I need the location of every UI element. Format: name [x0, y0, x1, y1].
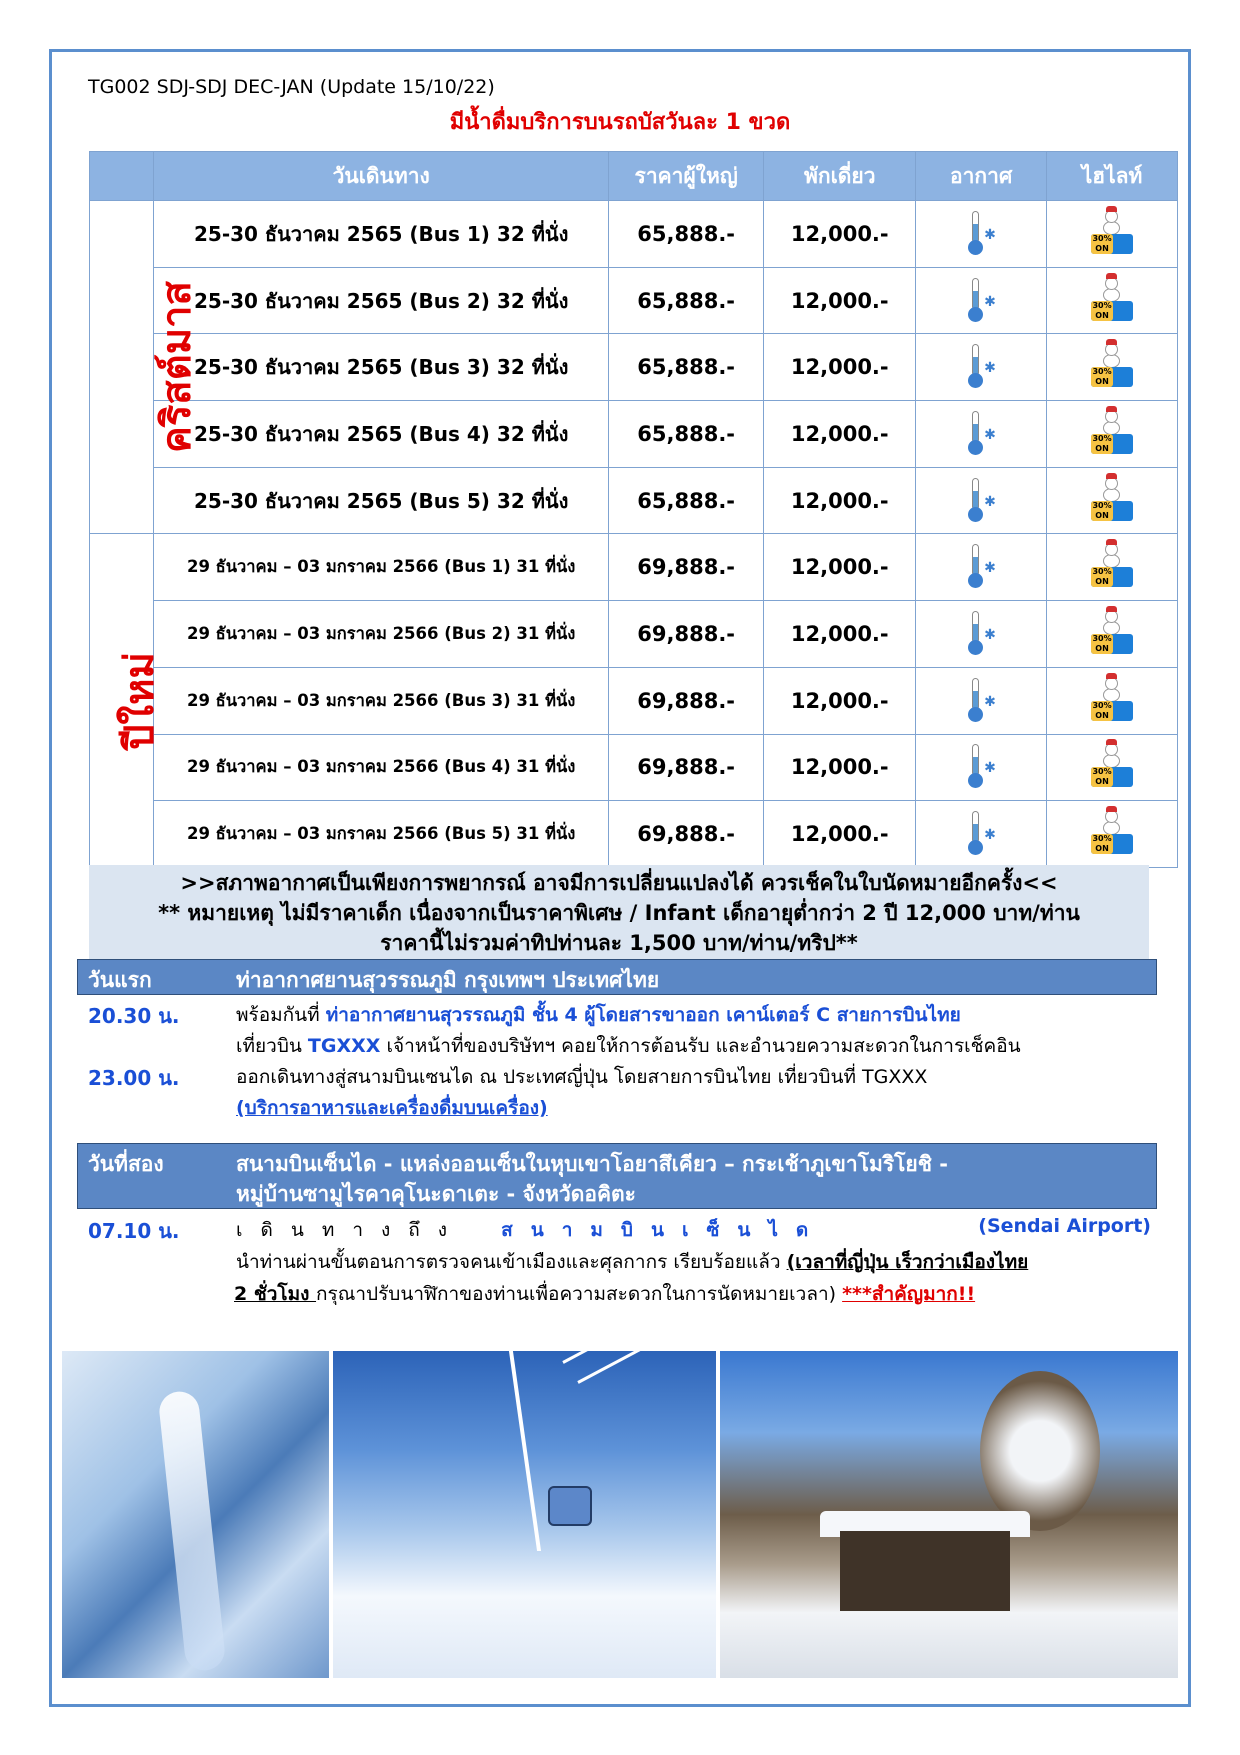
- snowman-promo-icon: 30% ON: [1089, 675, 1135, 723]
- weather-cell: [916, 401, 1047, 468]
- table-row: [90, 201, 1178, 268]
- day1-bar: [77, 959, 1157, 995]
- weather-cell: [916, 801, 1047, 868]
- header-weather: อากาศ: [916, 152, 1047, 201]
- adult-price: 65,888.-: [609, 401, 764, 468]
- weather-cell: [916, 534, 1047, 601]
- weather-cell: [916, 467, 1047, 534]
- table-row: [90, 667, 1178, 734]
- photo-moriyoshi-ropeway: [333, 1351, 716, 1678]
- snowman-promo-icon: 30% ON: [1089, 541, 1135, 589]
- season-label: คริสต์มาส: [153, 281, 200, 454]
- day1-line2-text-c: เจ้าหน้าที่ของบริษัทฯ คอยให้การต้อนรับ และอำนวยความสะดวกในการเช็คอิน: [380, 1035, 1021, 1057]
- day2-line-1: [236, 1215, 1151, 1245]
- snowman-promo-icon: 30% ON: [1089, 275, 1135, 323]
- day1-title: ท่าอากาศยานสุวรรณภูมิ กรุงเทพฯ ประเทศไทย: [236, 968, 660, 992]
- adult-price: 69,888.-: [609, 601, 764, 668]
- table-row: [90, 734, 1178, 801]
- adult-price: 69,888.-: [609, 734, 764, 801]
- table-row: [90, 534, 1178, 601]
- highlight-cell: [1047, 467, 1178, 534]
- day2-title-1: สนามบินเซ็นได - แหล่งออนเซ็นในหุบเขาโอยาสึเคียว – กระเช้าภูเขาโมริโยชิ -: [236, 1152, 948, 1176]
- adult-price: 69,888.-: [609, 534, 764, 601]
- travel-date: 29 ธันวาคม – 03 มกราคม 2566 (Bus 4) 31 ที่นั่ง: [154, 734, 609, 801]
- travel-date: 25-30 ธันวาคม 2565 (Bus 1) 32 ที่นั่ง: [154, 201, 609, 268]
- thermometer-snow-icon: ✱: [963, 676, 999, 722]
- single-supplement: 12,000.-: [764, 534, 916, 601]
- season-newyear: [90, 534, 163, 867]
- weather-note: >>สภาพอากาศเป็นเพียงการพยากรณ์ อาจมีการเปลี่ยนแปลงได้ ควรเช็คในใบนัดหมายอีกครั้ง<<: [180, 871, 1058, 895]
- highlight-cell: [1047, 401, 1178, 468]
- airport-meeting-point: ท่าอากาศยานสุวรรณภูมิ ชั้น 4 ผู้โดยสารขาออก เคาน์เตอร์ C สายการบินไทย: [325, 1004, 961, 1026]
- tour-code: TG002 SDJ-SDJ DEC-JAN (Update 15/10/22): [88, 76, 495, 98]
- weather-cell: [916, 734, 1047, 801]
- day2-line-3: [236, 1279, 1151, 1309]
- single-supplement: 12,000.-: [764, 734, 916, 801]
- day1-label: วันแรก: [88, 968, 152, 992]
- weather-cell: [916, 601, 1047, 668]
- snowman-promo-icon: 30% ON: [1089, 341, 1135, 389]
- single-supplement: 12,000.-: [764, 334, 916, 401]
- single-supplement: 12,000.-: [764, 801, 916, 868]
- table-row: [90, 801, 1178, 868]
- snowman-promo-icon: 30% ON: [1089, 741, 1135, 789]
- day2-title-2: หมู่บ้านซามูไรคาคุโนะดาเตะ - จังหวัดอคิตะ: [236, 1182, 636, 1206]
- travel-date: 25-30 ธันวาคม 2565 (Bus 4) 32 ที่นั่ง: [154, 401, 609, 468]
- highlight-cell: [1047, 667, 1178, 734]
- highlight-cell: [1047, 267, 1178, 334]
- day1-line-2: [236, 1031, 1151, 1061]
- travel-date: 25-30 ธันวาคม 2565 (Bus 2) 32 ที่นั่ง: [154, 267, 609, 334]
- table-row: [90, 601, 1178, 668]
- sendai-airport-thai: สนามบินเซ็นได: [501, 1219, 827, 1241]
- thermometer-snow-icon: ✱: [963, 542, 999, 588]
- table-row: [90, 401, 1178, 468]
- time-diff-hours: 2 ชั่วโมง: [234, 1283, 317, 1305]
- adult-price: 65,888.-: [609, 267, 764, 334]
- adult-price: 69,888.-: [609, 667, 764, 734]
- single-supplement: 12,000.-: [764, 467, 916, 534]
- travel-date: 29 ธันวาคม – 03 มกราคม 2566 (Bus 1) 31 ที่นั่ง: [154, 534, 609, 601]
- thermometer-snow-icon: ✱: [963, 342, 999, 388]
- highlight-cell: [1047, 201, 1178, 268]
- table-row: [90, 334, 1178, 401]
- single-supplement: 12,000.-: [764, 667, 916, 734]
- travel-date: 29 ธันวาคม – 03 มกราคม 2566 (Bus 3) 31 ที่นั่ง: [154, 667, 609, 734]
- single-supplement: 12,000.-: [764, 601, 916, 668]
- photo-oyasukyo-gorge: [62, 1351, 329, 1678]
- day2-label: วันที่สอง: [88, 1152, 164, 1176]
- day1-line2-text-a: เที่ยวบิน: [236, 1035, 308, 1057]
- weather-cell: [916, 267, 1047, 334]
- travel-date: 29 ธันวาคม – 03 มกราคม 2566 (Bus 2) 31 ที่นั่ง: [154, 601, 609, 668]
- header-adult-price: ราคาผู้ใหญ่: [609, 152, 764, 201]
- table-row: [90, 467, 1178, 534]
- table-header-row: [90, 152, 1178, 201]
- highlight-cell: [1047, 801, 1178, 868]
- time-diff-note: (เวลาที่ญี่ปุ่น เร็วกว่าเมืองไทย: [786, 1251, 1029, 1273]
- season-label: ปีใหม่: [116, 651, 163, 750]
- day2-bar: [77, 1143, 1157, 1209]
- day2-line-2: [236, 1247, 1151, 1277]
- day2-time-1: 07.10 น.: [88, 1219, 180, 1243]
- adult-price: 65,888.-: [609, 467, 764, 534]
- single-supplement: 12,000.-: [764, 267, 916, 334]
- thermometer-snow-icon: ✱: [963, 609, 999, 655]
- season-christmas: [90, 201, 200, 534]
- flight-number: TGXXX: [307, 1035, 381, 1057]
- highlight-cell: [1047, 601, 1178, 668]
- weather-cell: [916, 334, 1047, 401]
- drink-note: มีน้ำดื่มบริการบนรถบัสวันละ 1 ขวด: [449, 110, 791, 135]
- day1-line1-text: พร้อมกันที่: [236, 1004, 326, 1026]
- thermometer-snow-icon: ✱: [963, 476, 999, 522]
- thermometer-snow-icon: ✱: [963, 276, 999, 322]
- thermometer-snow-icon: ✱: [963, 809, 999, 855]
- thermometer-snow-icon: ✱: [963, 409, 999, 455]
- table-row: [90, 267, 1178, 334]
- photo-kakunodate-samurai-village: [720, 1351, 1178, 1678]
- tip-note: ราคานี้ไม่รวมค่าทิปท่านละ 1,500 บาท/ท่าน/ทริป**: [380, 931, 858, 955]
- snowman-promo-icon: 30% ON: [1089, 808, 1135, 856]
- highlight-cell: [1047, 334, 1178, 401]
- single-supplement: 12,000.-: [764, 401, 916, 468]
- snowman-promo-icon: 30% ON: [1089, 475, 1135, 523]
- weather-cell: [916, 667, 1047, 734]
- arrive-text: เดินทางถึง: [236, 1219, 466, 1241]
- thermometer-snow-icon: ✱: [963, 209, 999, 255]
- meal-link: (บริการอาหารและเครื่องดื่มบนเครื่อง): [236, 1097, 548, 1119]
- travel-date: 25-30 ธันวาคม 2565 (Bus 3) 32 ที่นั่ง: [154, 334, 609, 401]
- header-blank: [90, 152, 154, 201]
- important-note: ***สำคัญมาก!!: [842, 1283, 976, 1305]
- header-date: วันเดินทาง: [154, 152, 609, 201]
- day1-line-1: [236, 1000, 1151, 1030]
- price-table: [89, 151, 1178, 868]
- day1-time-2: 23.00 น.: [88, 1066, 180, 1090]
- adjust-watch-text: กรุณาปรับนาฬิกาของท่านเพื่อความสะดวกในการนัดหมายเวลา): [316, 1283, 843, 1305]
- day1-time-1: 20.30 น.: [88, 1004, 180, 1028]
- travel-date: 29 ธันวาคม – 03 มกราคม 2566 (Bus 5) 31 ที่นั่ง: [154, 801, 609, 868]
- highlight-cell: [1047, 534, 1178, 601]
- header-single: พักเดี่ยว: [764, 152, 916, 201]
- thermometer-snow-icon: ✱: [963, 742, 999, 788]
- snowman-promo-icon: 30% ON: [1089, 408, 1135, 456]
- table-body: [90, 201, 1178, 868]
- header-highlight: ไฮไลท์: [1047, 152, 1178, 201]
- highlight-cell: [1047, 734, 1178, 801]
- child-note: ** หมายเหตุ ไม่มีราคาเด็ก เนื่องจากเป็นราคาพิเศษ / Infant เด็กอายุต่ำกว่า 2 ปี 12,000 บาท/ท่าน: [158, 901, 1080, 925]
- adult-price: 65,888.-: [609, 334, 764, 401]
- snowman-promo-icon: 30% ON: [1089, 208, 1135, 256]
- adult-price: 65,888.-: [609, 201, 764, 268]
- snowman-promo-icon: 30% ON: [1089, 608, 1135, 656]
- weather-cell: [916, 201, 1047, 268]
- travel-date: 25-30 ธันวาคม 2565 (Bus 5) 32 ที่นั่ง: [154, 467, 609, 534]
- notes-box: [89, 865, 1149, 959]
- single-supplement: 12,000.-: [764, 201, 916, 268]
- day1-line-3: ออกเดินทางสู่สนามบินเซนได ณ ประเทศญี่ปุ่น โดยสายการบินไทย เที่ยวบินที่ TGXXX: [236, 1066, 928, 1088]
- day1-meal-note: [236, 1093, 1151, 1123]
- immigration-text: นำท่านผ่านขั้นตอนการตรวจคนเข้าเมืองและศุลกากร เรียบร้อยแล้ว: [236, 1251, 787, 1273]
- adult-price: 69,888.-: [609, 801, 764, 868]
- sendai-airport-en: (Sendai Airport): [978, 1215, 1151, 1237]
